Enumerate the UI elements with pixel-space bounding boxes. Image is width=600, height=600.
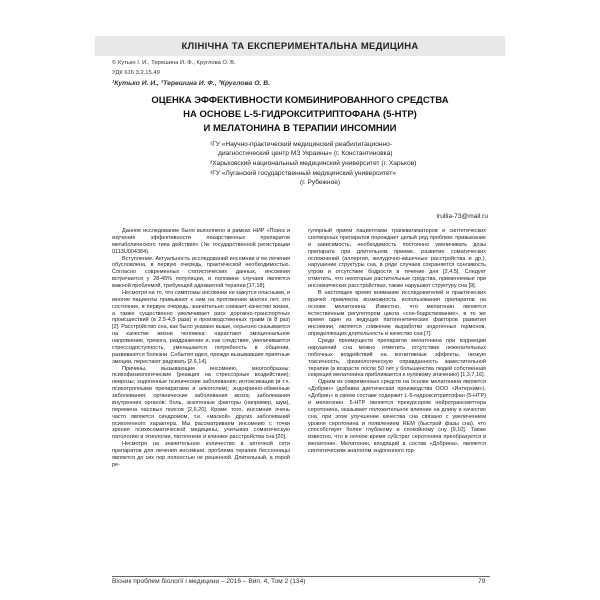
footer-divider [112, 576, 490, 577]
author-list: ¹Кутько И. И., ²Терешина И. Ф., ³Круглова О. В. [112, 80, 271, 87]
right-text-column [308, 228, 486, 455]
affiliation-1-line-1: ¹ГУ «Научно-практический медицинский реабилитационно- [210, 141, 393, 148]
article-title-line-3: И МЕЛАТОНИНА В ТЕРАПИИ ИНСОМНИИ [203, 123, 397, 134]
section-header-band [95, 36, 505, 56]
affiliation-3-line-1: ³ГУ «Луганский государственный медицинский университет» [210, 170, 397, 177]
body-paragraph: Одним из современных средств на основе мелатонина является «Добрин» (добавка диетическая производства ООО «Интерхим»). «Добрин» в своем составе содержит L-5-гидрокситриптофан (5-HTP) и мелатонин. 5-HTP является прекурсором нейротрансмиттера серотонина, оказывает положительное влияние на длину и качество сна, при этом улучшение качества сна связано с увеличением уровня серотонина и появлением REM (быстрой фазы сна), что способствует более глубокому и спокойному сну [9,10]. Также известно, что в ночное время субстрат серотонина преобразуется в мелатонин. Мелатонин, входящий в состав «Добрина», является синтетическим аналогом эндогенного гор- [308, 379, 486, 454]
affiliation-2: ²Харьковский национальный медицинский университет (г. Харьков) [210, 160, 417, 167]
left-text-column [112, 228, 290, 469]
body-paragraph: Несмотря на значительное количество в аптечной сети препаратов для лечения инсомнии, проблема терапии бессонницы является до сих пор полностью не решенной. Длительный, а порой ре- [112, 441, 290, 468]
affiliation-1-line-2: диагностический центр МЗ Украины» (г. Константиновка) [218, 150, 393, 157]
body-paragraph: В настоящее время внимание исследователей и практических врачей привлекла возможность использования препаратов на основе мелатонина. Известно, что мелатонин является естественным регулятором цикла «сон-бодрствование», в то же время один из ведущих патогенетических факторов развития инсомнии, является снижение выработки эндогенных гормонов, определяющих длительность и качество сна [7]. [308, 289, 486, 338]
copyright-line: © Кутько І. И., Терешина И. Ф., Круглова О. В. [112, 60, 236, 66]
section-header-title: КЛІНІЧНА ТА ЕКСПЕРИМЕНТАЛЬНА МЕДИЦИНА [181, 40, 419, 52]
page-number: 79 [478, 578, 486, 585]
body-paragraph: Вступление. Актуальность исследований инсомнии и ее лечения обусловлена, в первую очередь, практической необходимостью. Согласно современных статистических данных, инсомния встречается у 28-45% популяции, и половине случаев является важной проблемой, требующей адекватной терапии [17,18]. [112, 255, 290, 289]
body-paragraph: Данное исследование было выполнено в рамках НИР «Поиск и изучение эффективности лекарственных препаратов метаболического типа действия» (№ государственной регистрации 0113U004384). [112, 228, 290, 255]
body-paragraph: Причины, вызывающие инсомнию, многообразны: психофизиологические (реакция на стрессорные воздействия); неврозы; эндогенные психические заболевания; интоксикации (в т.ч. психотропными препаратами и алкоголем); эндокринно-обменные заболевания; органические заболевания мозга; заболевания внутренних органов; боль, экзогенные факторы (например, шум), перемена часовых поясов [2,6,20]. Кроме того, инсомния очень часто является синдромом, т.е. «маской» других заболеваний психогенного характера. Мы рассматриваем инсомнию с точки зрения психосоматической медицины, учитывая соматическую патологию в этиологии, патогенезе и клинике расстройства сна [20]. [112, 365, 290, 441]
article-title-line-1: ОЦЕНКА ЭФФЕКТИВНОСТИ КОМБИНИРОВАННОГО СРЕДСТВА [151, 95, 449, 106]
body-paragraph: Несмотря на то, что симптомы инсомнии не кажутся опасными, и многие пациенты привыкают к ним на протяжении многих лет, это состояние, в первую очередь, значительно снижает качество жизни, а также существенно увеличивает риск дорожно-транспортных происшествий (в 2,5-4,5 раза) и производственных травм (в 8 раз) [2]. Расстройство сна, как было указано выше, серьезно сказывается на качестве жизни человека: нарастают эмоциональное напряжение, тревога, раздражение и, как следствие, увеличивается стрессодоступность, уменьшается потребность в общении, развиваются болезни. События идея, прежде вызывавшие приятные эмоции, перестают радовать [2,6,14]. [112, 289, 290, 365]
article-title-line-2: НА ОСНОВЕ L-5-ГИДРОКСИТРИПТОФАНА (5-HTP) [183, 109, 417, 120]
affiliation-3-line-2: (г. Рубежное) [300, 179, 341, 186]
body-paragraph: гулярный прием пациентами транквилизаторов и синтетических снотворных препаратов порождает целый ряд проблем: привыкание и зависимость, необходимость постоянно увеличивать дозы препарата при длительном приеме, развитие соматических осложнений (аллергия, желудочно-кишечные расстройства и др.), нарушение структуры сна, в ряде случаев сохраняется сонливость утром и отсутствие бодрости в течение дня [2,4,5]. Следует отметить, что некоторые растительные средства, применяемые при инсомнических расстройствах, также нарушают структуру сна [9]. [308, 228, 486, 289]
contact-email: irullia-73@mail.ru [436, 213, 488, 220]
journal-footer: Вісник проблем біології і медицини – 2016 – Вип. 4, Том 2 (134) [112, 578, 306, 585]
body-paragraph: Среди преимуществ препаратов мелатонина при коррекции нарушений сна можно отметить отсутствие нежелательных побочных воздействий на когнитивные эффекты, низкую токсичность, физиологическую оправданность заместительной терапии (в возрасте после 50 лет у большинства людей собственная секреция мелатонина приближается к нулевому значению) [1,3,7,16]. [308, 338, 486, 379]
udk-code: УДК 616.3.2.15.49 [112, 70, 160, 76]
